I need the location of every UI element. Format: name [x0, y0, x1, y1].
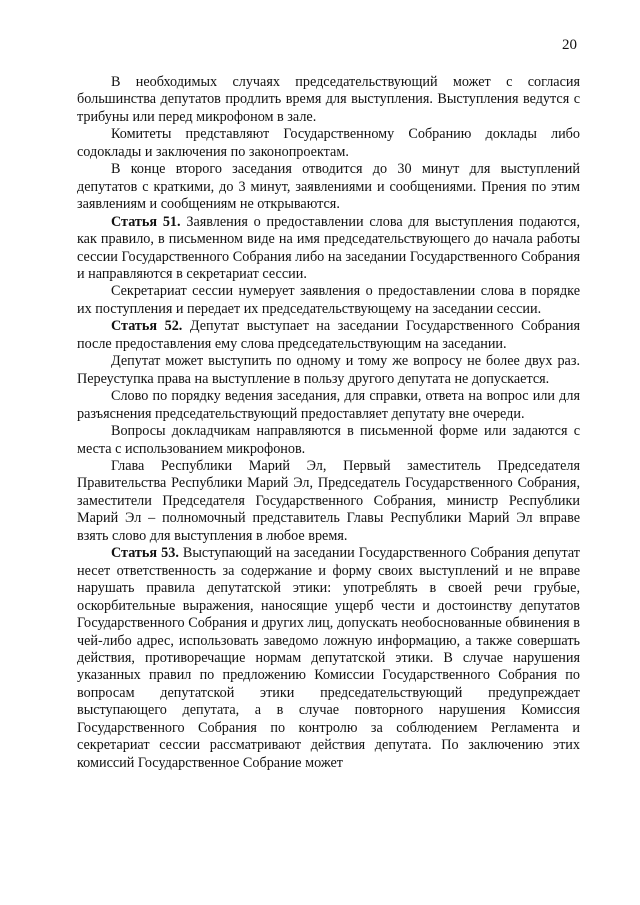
paragraph	[77, 161, 580, 213]
document-body	[77, 74, 580, 772]
paragraph-text: Комитеты представляют Государственному Собранию доклады либо содоклады и заключения по законопроектам.	[77, 126, 580, 160]
page-number: 20	[562, 37, 577, 53]
paragraph-text: Депутат может выступить по одному и тому же вопросу не более двух раз. Переуступка права на выступление в пользу другого депутата не допускается.	[77, 353, 580, 387]
paragraph-text: Слово по порядку ведения заседания, для справки, ответа на вопрос или для разъяснения председательствующий предоставляет депутату вне очереди.	[77, 388, 580, 422]
article-heading: Статья 52.	[111, 318, 183, 335]
paragraph	[77, 353, 580, 388]
article-heading: Статья 53.	[111, 545, 179, 562]
paragraph-text: Депутат выступает на заседании Государственного Собрания после предоставления ему слова председательствующим на заседании.	[77, 318, 580, 352]
paragraph-text: Секретариат сессии нумерует заявления о предоставлении слова в порядке их поступления и передает их председательствующему на заседании сессии.	[77, 283, 580, 317]
paragraph-text: Выступающий на заседании Государственного Собрания депутат несет ответственность за содержание и форму своих выступлений и не вправе нарушать правила депутатской этики: употреблять в своей речи грубые, оскорбительные выражения, наносящие ущерб чести и достоинству депутатов Государственного Собрания и других лиц, допускать необоснованные обвинения в чей-либо адрес, использовать заведомо ложную информацию, а также совершать действия, противоречащие нормам депутатской этики. В случае нарушения указанных правил по предложению Комиссии Государственного Собрания по вопросам депутатской этики председательствующий предупреждает выступающего депутата, а в случае повторного нарушения Комиссия Государственного Собрания по контролю за соблюдением Регламента и секретариат сессии рассматривают действия депутата. По заключению этих комиссий Государственное Собрание может	[77, 545, 581, 771]
paragraph	[77, 283, 580, 318]
article-heading: Статья 51.	[111, 213, 181, 230]
paragraph	[77, 126, 580, 161]
paragraph	[77, 458, 580, 545]
paragraph-text: Вопросы докладчикам направляются в письменной форме или задаются с места с использованием микрофонов.	[77, 423, 580, 457]
paragraph	[77, 74, 580, 126]
paragraph-text: В конце второго заседания отводится до 30 минут для выступлений депутатов с краткими, до 3 минут, заявлениями и сообщениями. Прения по этим заявлениям и сообщениям не открываются.	[77, 161, 580, 213]
paragraph-text: В необходимых случаях председательствующий может с согласия большинства депутатов продлить время для выступления. Выступления ведутся с трибуны или перед микрофоном в зале.	[77, 74, 580, 125]
paragraph-text: Глава Республики Марий Эл, Первый заместитель Председателя Правительства Республики Марий Эл, Председатель Государственного Собрания, заместители Председателя Государственного Собрания, министр Республики Марий Эл – полномочный представитель Главы Республики Марий Эл вправе взять слово для выступления в любое время.	[77, 457, 580, 544]
paragraph	[77, 388, 580, 423]
paragraph-text: Заявления о предоставлении слова для выступления подаются, как правило, в письменном виде на имя председательствующего до начала работы сессии Государственного Собрания либо на заседании Государственного Собрания и направляются в секретариат сессии.	[77, 213, 580, 282]
paragraph	[77, 214, 580, 284]
paragraph	[77, 545, 580, 772]
paragraph	[77, 318, 580, 353]
paragraph	[77, 423, 580, 458]
